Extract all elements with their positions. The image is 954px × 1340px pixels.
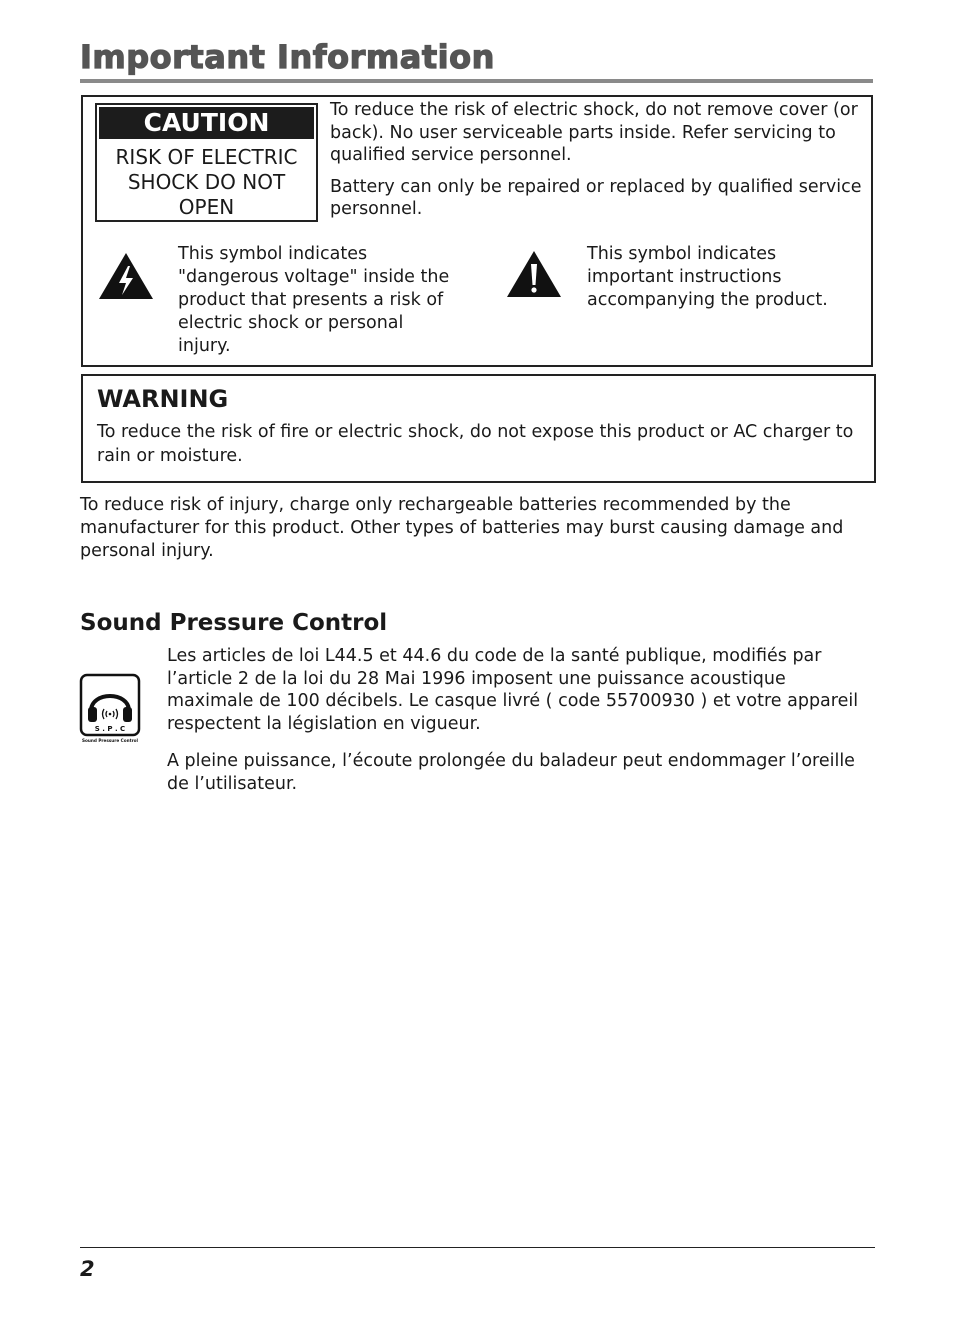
sound-pressure-text [167,645,873,810]
footer-rule [80,1247,875,1248]
voltage-symbol-text: This symbol indicates "dangerous voltage" inside the product that presents a risk of electric shock or personal injury. [178,244,450,356]
exclamation-warning-icon [505,249,563,299]
warning-heading: WARNING [97,385,229,413]
page-number: 2 [80,1257,95,1281]
caution-heading: CAUTION [99,107,314,139]
instructions-symbol-text: This symbol indicates important instructions accompanying the product. [587,244,828,310]
spc-logo-icon [78,673,144,745]
sound-pressure-paragraph: A pleine puissance, l’écoute prolongée du baladeur peut endommager l’oreille de l’utilisateur. [167,751,855,794]
caution-paragraph: Battery can only be repaired or replaced by qualified service personnel. [330,176,862,219]
caution-box [81,95,873,367]
spc-logo-caption: Sound Pressure Control [82,738,138,743]
warning-text: To reduce the risk of fire or electric shock, do not expose this product or AC charger to rain or moisture. [97,422,854,466]
caution-subtext: RISK OF ELECTRIC SHOCK DO NOT OPEN [115,145,298,219]
sound-pressure-paragraph: Les articles de loi L44.5 et 44.6 du code de la santé publique, modifiés par l’article 2 de la loi du 28 Mai 1996 imposent une puissance acoustique maximale de 100 décibels. Le casque livré ( code 55700930 ) et votre appareil respectent la législation en vigueur. [167,646,859,734]
caution-paragraph: To reduce the risk of electric shock, do not remove cover (or back). No user serviceable parts inside. Refer servicing to qualified service personnel. [330,100,858,165]
page-title: Important Information [80,38,495,76]
caution-label [95,103,318,222]
lightning-warning-icon [97,251,155,301]
warning-box [81,374,876,483]
spc-logo-letters: S . P . C [94,725,126,733]
caution-text [330,99,870,230]
sound-pressure-heading: Sound Pressure Control [80,610,388,636]
title-rule [80,79,873,83]
injury-note: To reduce risk of injury, charge only rechargeable batteries recommended by the manufacturer for this product. Other types of batteries may burst causing damage and personal injury. [80,495,844,561]
